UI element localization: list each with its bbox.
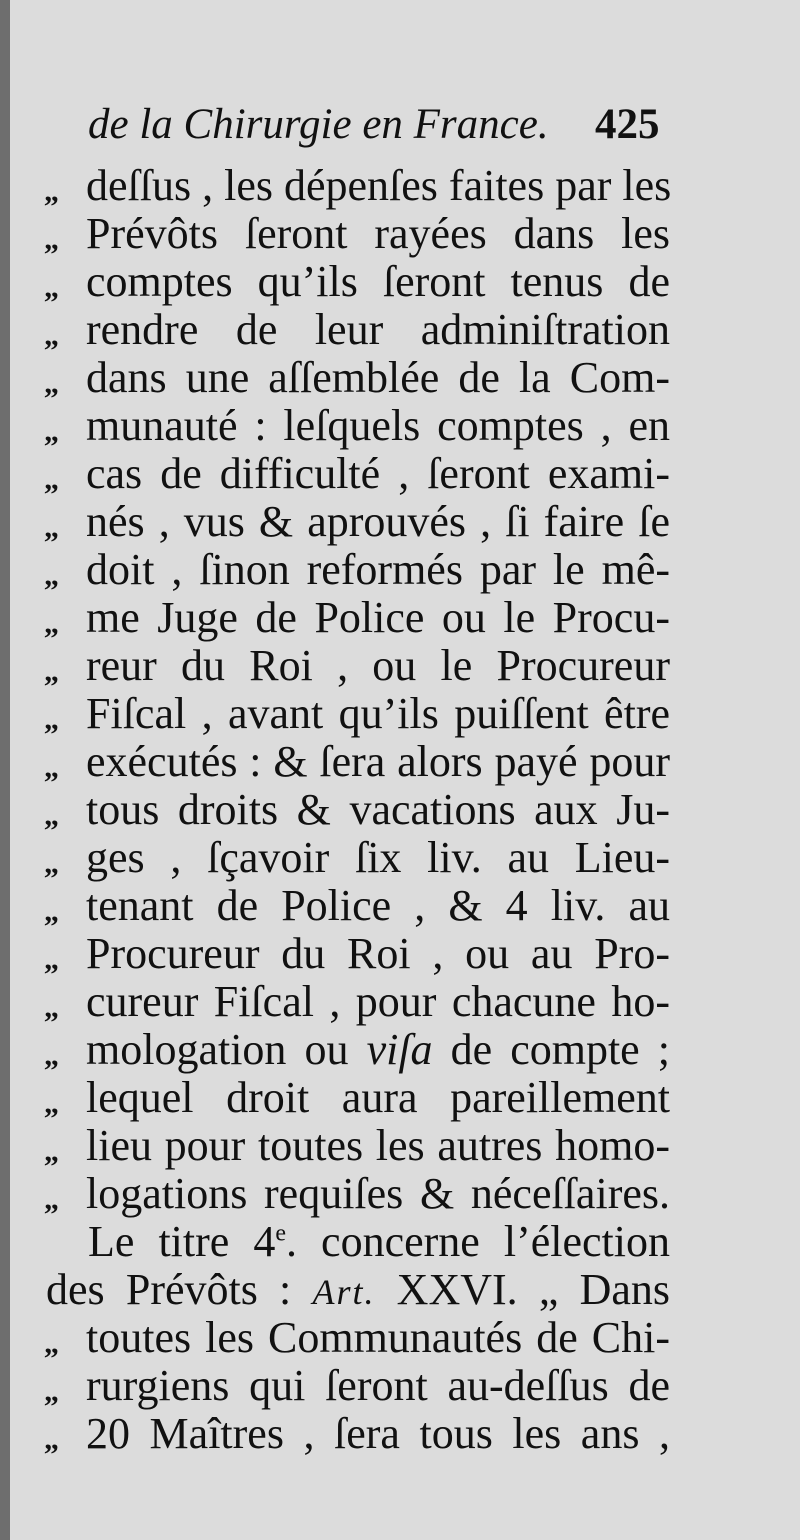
quote-mark: „ bbox=[44, 943, 57, 976]
line-text: reur du Roi , ou le Procureur bbox=[86, 641, 670, 690]
quote-mark: „ bbox=[44, 511, 57, 544]
line-text: me Juge de Police ou le Procu- bbox=[86, 593, 670, 642]
text-line bbox=[0, 496, 800, 548]
quote-mark: „ bbox=[44, 1423, 57, 1456]
quote-mark: „ bbox=[44, 559, 57, 592]
quote-mark: „ bbox=[44, 271, 57, 304]
italic-word: viſa bbox=[366, 1025, 433, 1074]
line-text: deſſus , les dépenſes faites par les bbox=[86, 161, 672, 210]
text-line bbox=[0, 448, 800, 500]
line-text: lequel droit aura pareillement bbox=[86, 1073, 670, 1122]
line-text: Fiſcal , avant qu’ils puiſſent être bbox=[86, 689, 670, 738]
quote-mark: „ bbox=[44, 991, 57, 1024]
quote-mark: „ bbox=[44, 1375, 57, 1408]
text-line bbox=[0, 832, 800, 884]
superscript: e bbox=[275, 1220, 286, 1247]
paragraph-line bbox=[0, 1264, 800, 1316]
quote-mark: „ bbox=[44, 1087, 57, 1120]
text-line bbox=[0, 1408, 800, 1460]
line-text: 20 Maîtres , ſera tous les ans , bbox=[86, 1409, 670, 1458]
line-text: rurgiens qui ſeront au-deſſus de bbox=[86, 1361, 670, 1410]
text-line bbox=[0, 1024, 800, 1076]
text-line bbox=[0, 880, 800, 932]
quote-mark: „ bbox=[44, 223, 57, 256]
quote-mark: „ bbox=[44, 1135, 57, 1168]
line-text: Procureur du Roi , ou au Pro- bbox=[86, 929, 670, 978]
text-line bbox=[0, 304, 800, 356]
line-text-part: mologation ou bbox=[86, 1025, 367, 1074]
line-text: rendre de leur adminiſtration bbox=[86, 305, 670, 354]
line-text: ges , ſçavoir ſix liv. au Lieu- bbox=[86, 833, 670, 882]
quote-mark: „ bbox=[44, 799, 57, 832]
text-line bbox=[0, 1120, 800, 1172]
quote-mark: „ bbox=[44, 463, 57, 496]
text-line bbox=[0, 400, 800, 452]
line-text: cas de difficulté , ſeront exami- bbox=[86, 449, 670, 498]
quote-mark: „ bbox=[44, 1327, 57, 1360]
quote-mark: „ bbox=[44, 415, 57, 448]
line-text: toutes les Communautés de Chi- bbox=[86, 1313, 670, 1362]
quote-mark: „ bbox=[44, 655, 57, 688]
quote-mark: „ bbox=[44, 367, 57, 400]
article-label: Art. bbox=[312, 1272, 376, 1312]
quote-mark: „ bbox=[44, 1183, 57, 1216]
text-line bbox=[0, 160, 800, 212]
text-line bbox=[0, 1072, 800, 1124]
line-text bbox=[46, 1264, 670, 1318]
quote-mark: „ bbox=[44, 751, 57, 784]
line-text: Prévôts ſeront rayées dans les bbox=[86, 209, 670, 258]
text-line bbox=[0, 784, 800, 836]
line-text-part: XXVI. „ Dans bbox=[375, 1265, 670, 1314]
line-text: dans une aſſemblée de la Com- bbox=[86, 353, 670, 402]
text-line bbox=[0, 544, 800, 596]
line-text: doit , ſinon reformés par le mê- bbox=[86, 545, 670, 594]
text-line bbox=[0, 928, 800, 980]
text-line bbox=[0, 352, 800, 404]
quote-mark: „ bbox=[44, 895, 57, 928]
line-text: comptes qu’ils ſeront tenus de bbox=[86, 257, 670, 306]
page-number: 425 bbox=[595, 101, 660, 148]
line-text: tenant de Police , & 4 liv. au bbox=[86, 881, 670, 930]
line-text bbox=[88, 1216, 670, 1268]
text-line bbox=[0, 736, 800, 788]
text-line bbox=[0, 1312, 800, 1364]
paragraph-line bbox=[0, 1216, 800, 1268]
quote-mark: „ bbox=[44, 703, 57, 736]
quote-mark: „ bbox=[44, 175, 57, 208]
line-text: exécutés : & ſera alors payé pour bbox=[86, 737, 670, 786]
quote-mark: „ bbox=[44, 1039, 57, 1072]
text-line bbox=[0, 208, 800, 260]
line-text: tous droits & vacations aux Ju- bbox=[86, 785, 670, 834]
text-line bbox=[0, 256, 800, 308]
quote-mark: „ bbox=[44, 607, 57, 640]
line-text bbox=[86, 1024, 670, 1076]
text-line bbox=[0, 592, 800, 644]
text-line bbox=[0, 976, 800, 1028]
line-text-part: de compte ; bbox=[432, 1025, 670, 1074]
line-text: cureur Fiſcal , pour chacune ho- bbox=[86, 977, 670, 1026]
text-line bbox=[0, 688, 800, 740]
running-title: de la Chirurgie en France. bbox=[88, 101, 549, 148]
quote-mark: „ bbox=[44, 847, 57, 880]
text-line bbox=[0, 1168, 800, 1220]
line-text: logations requiſes & néceſſaires. bbox=[86, 1169, 670, 1218]
line-text-part: des Prévôts : bbox=[46, 1265, 313, 1314]
line-text: lieu pour toutes les autres homo- bbox=[86, 1121, 670, 1170]
line-text-part: . concerne l’élection bbox=[286, 1217, 670, 1266]
text-line bbox=[0, 640, 800, 692]
line-text-part: Le titre 4 bbox=[88, 1217, 276, 1266]
line-text: nés , vus & aprouvés , ſi faire ſe bbox=[86, 497, 670, 546]
quote-mark: „ bbox=[44, 319, 57, 352]
text-line bbox=[0, 1360, 800, 1412]
line-text: munauté : leſquels comptes , en bbox=[86, 401, 670, 450]
